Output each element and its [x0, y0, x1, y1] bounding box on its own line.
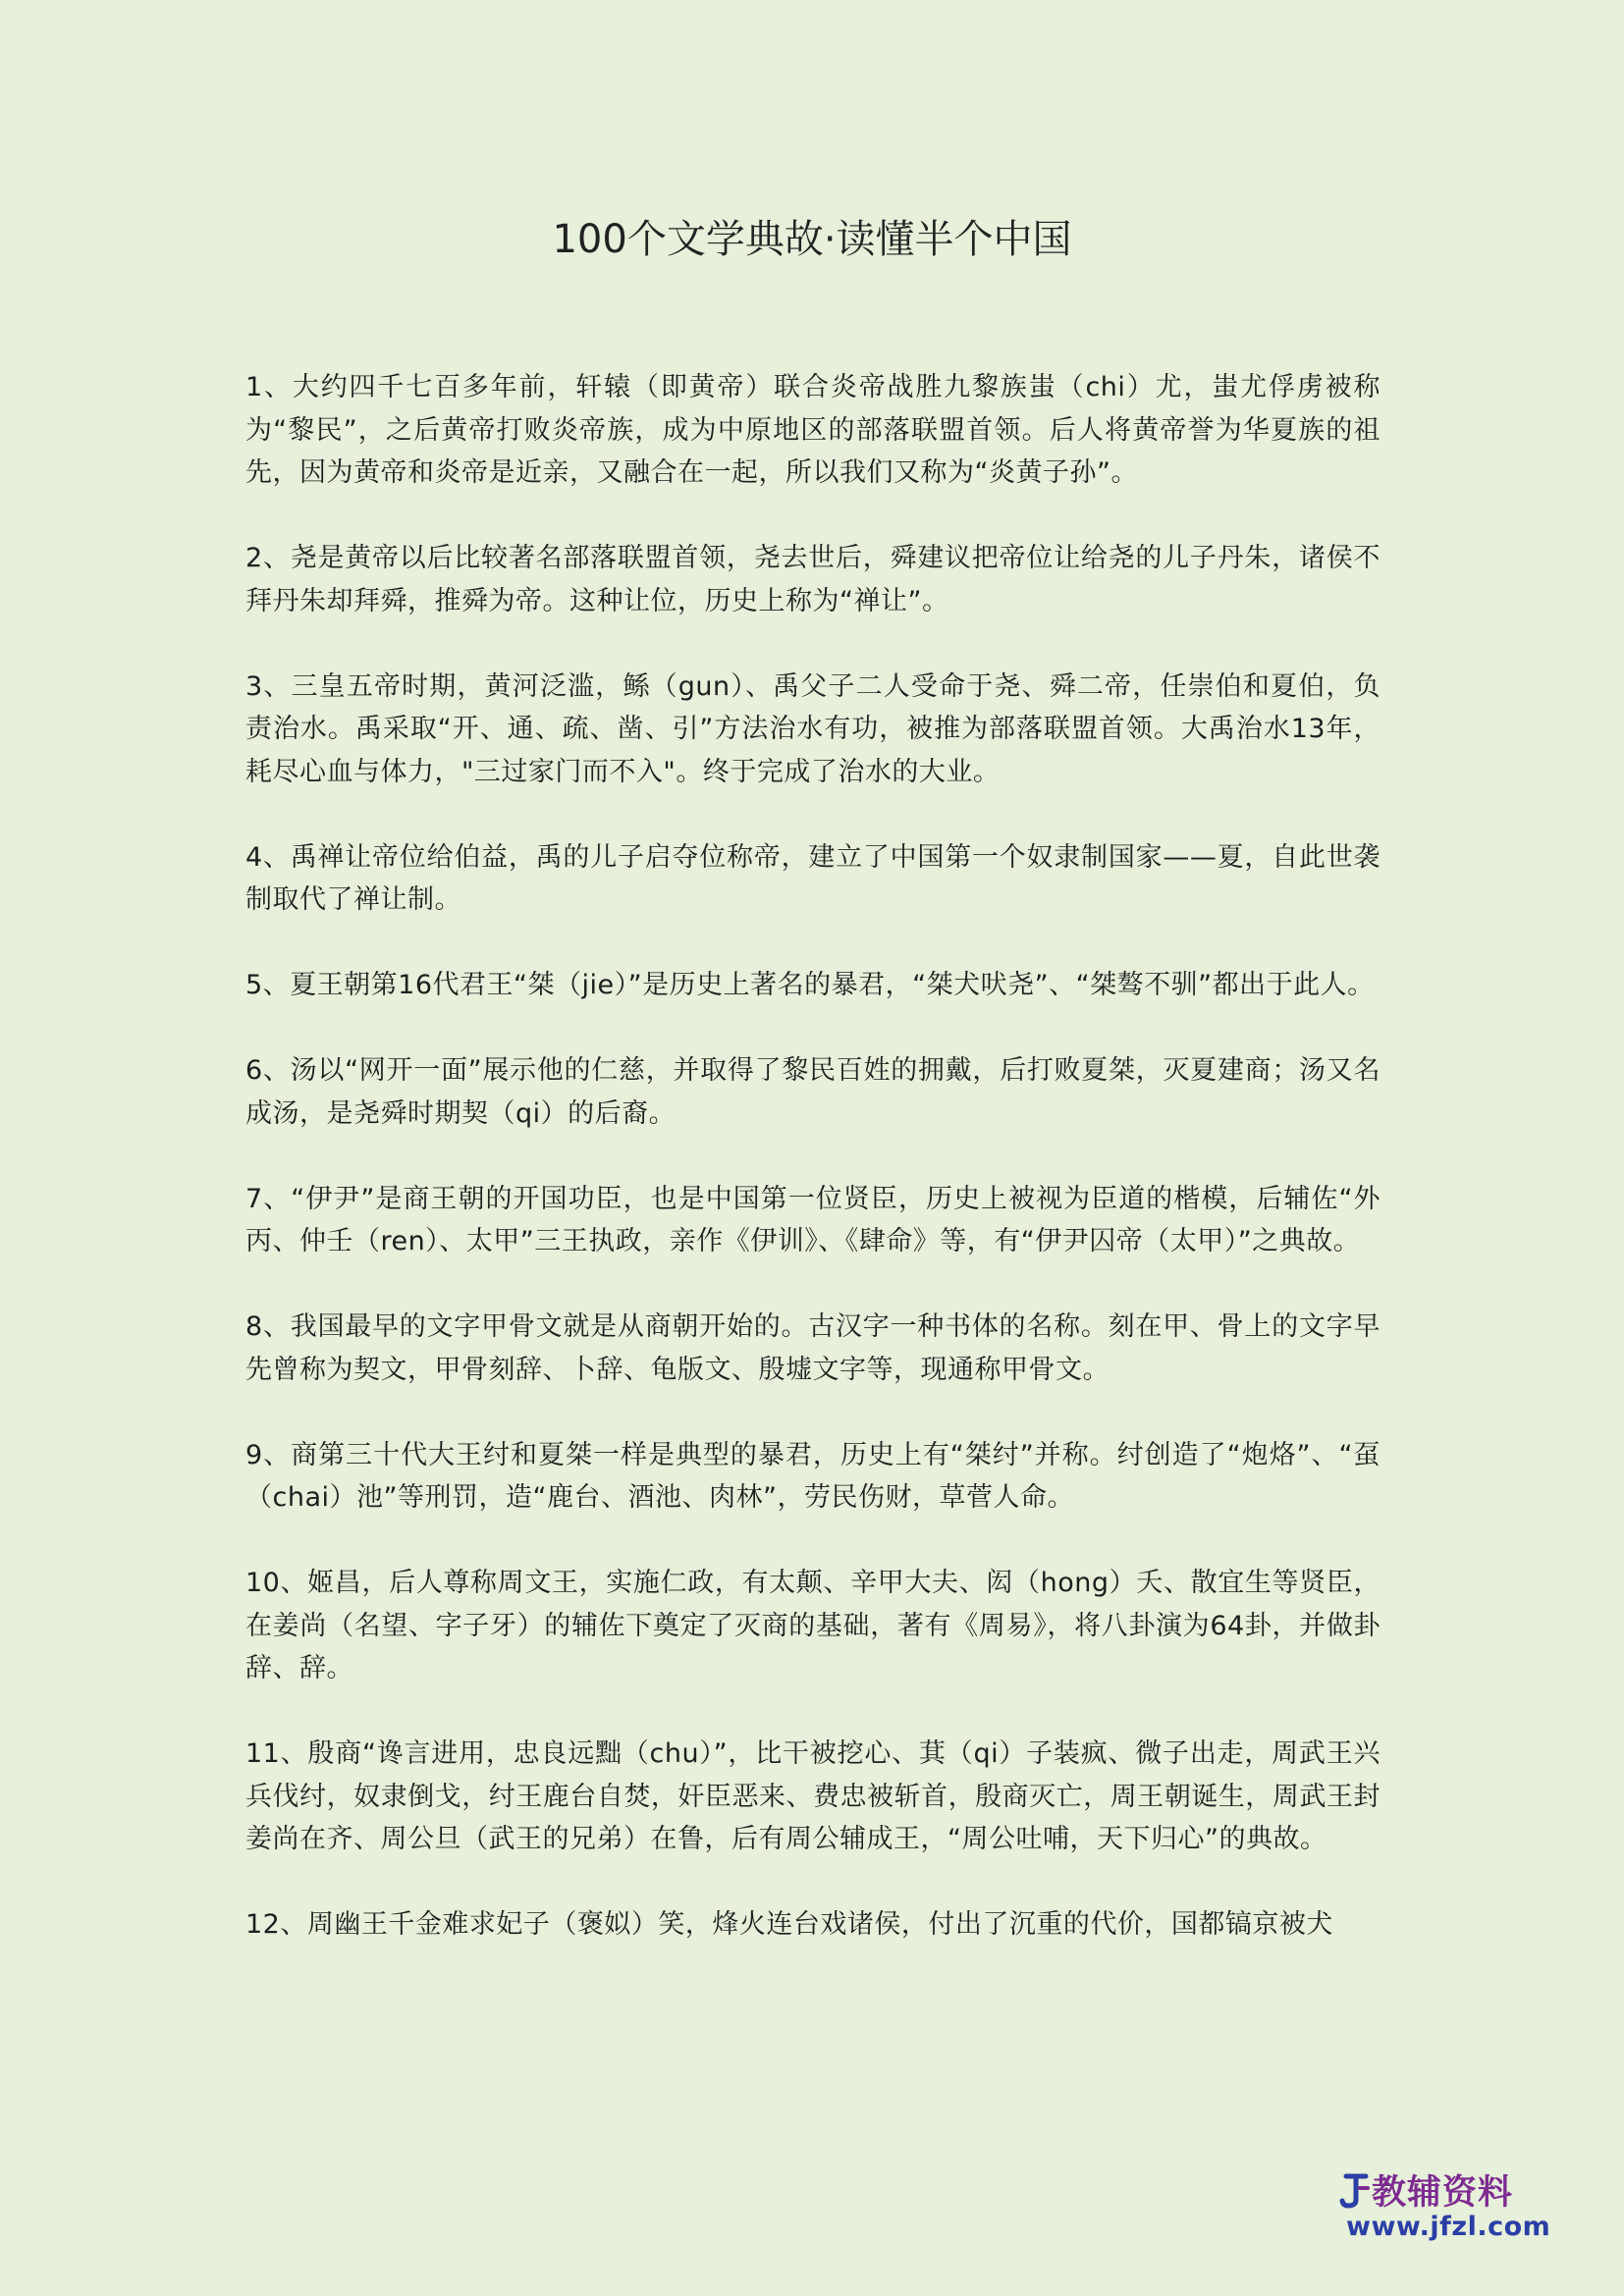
paragraph-9: 9、商第三十代大王纣和夏桀一样是典型的暴君，历史上有“桀纣”并称。纣创造了“炮烙”、“虿（chai）池”等刑罚，造“鹿台、酒池、肉林”，劳民伤财，草菅人命。 [245, 1439, 1380, 1513]
watermark-url: www.jfzl.com [1346, 2212, 1551, 2242]
document-body [245, 366, 1380, 1989]
jf-logo-icon [1338, 2170, 1372, 2210]
paragraph-8: 8、我国最早的文字甲骨文就是从商朝开始的。古汉字一种书体的名称。刻在甲、骨上的文字早先曾称为契文，甲骨刻辞、卜辞、龟版文、殷墟文字等，现通称甲骨文。 [245, 1311, 1380, 1385]
paragraph-2: 2、尧是黄帝以后比较著名部落联盟首领，尧去世后，舜建议把帝位让给尧的儿子丹朱，诸侯不拜丹朱却拜舜，推舜为帝。这种让位，历史上称为“禅让”。 [245, 543, 1380, 616]
paragraph-1: 1、大约四千七百多年前，轩辕（即黄帝）联合炎帝战胜九黎族蚩（chi）尤，蚩尤俘虏被称为“黎民”，之后黄帝打败炎帝族，成为中原地区的部落联盟首领。后人将黄帝誉为华夏族的祖先，因为黄帝和炎帝是近亲，又融合在一起，所以我们又称为“炎黄子孙”。 [245, 372, 1380, 488]
paragraph-3: 3、三皇五帝时期，黄河泛滥，鲧（gun）、禹父子二人受命于尧、舜二帝，任崇伯和夏伯，负责治水。禹采取“开、通、疏、凿、引”方法治水有功，被推为部落联盟首领。大禹治水13年，耗尽心血与体力，"三过家门而不入"。终于完成了治水的大业。 [245, 670, 1380, 787]
paragraph-4: 4、禹禅让帝位给伯益，禹的儿子启夺位称帝，建立了中国第一个奴隶制国家——夏，自此世袭制取代了禅让制。 [245, 841, 1380, 915]
paragraph-11: 11、殷商“谗言进用，忠良远黜（chu）”，比干被挖心、萁（qi）子装疯、微子出走，周武王兴兵伐纣，奴隶倒戈，纣王鹿台自焚，奸臣恶来、费忠被斩首，殷商灭亡，周王朝诞生，周武王封姜尚在齐、周公旦（武王的兄弟）在鲁，后有周公辅成王，“周公吐哺，天下归心”的典故。 [245, 1738, 1380, 1854]
watermark-brand: 教辅资料 [1372, 2173, 1514, 2213]
watermark-logo [1338, 2168, 1579, 2212]
page-title: 100个文学典故·读懂半个中国 [552, 217, 1072, 262]
paragraph-6: 6、汤以“网开一面”展示他的仁慈，并取得了黎民百姓的拥戴，后打败夏桀，灭夏建商；汤又名成汤，是尧舜时期契（qi）的后裔。 [245, 1055, 1380, 1129]
paragraph-12: 12、周幽王千金难求妃子（褒姒）笑，烽火连台戏诸侯，付出了沉重的代价，国都镐京被犬 [245, 1909, 1333, 1940]
watermark [1338, 2168, 1579, 2247]
paragraph-5: 5、夏王朝第16代君王“桀（jie）”是历史上著名的暴君，“桀犬吠尧”、“桀骜不驯”都出于此人。 [245, 970, 1375, 1000]
paragraph-10: 10、姬昌，后人尊称周文王，实施仁政，有太颠、辛甲大夫、闳（hong）夭、散宜生等贤臣，在姜尚（名望、字子牙）的辅佐下奠定了灭商的基础，著有《周易》，将八卦演为64卦，并做卦辞、辞。 [245, 1568, 1380, 1683]
paragraph-7: 7、“伊尹”是商王朝的开国功臣，也是中国第一位贤臣，历史上被视为臣道的楷模，后辅佐“外丙、仲壬（ren）、太甲”三王执政，亲作《伊训》、《肆命》等，有“伊尹囚帝（太甲）”之典故。 [245, 1183, 1380, 1256]
